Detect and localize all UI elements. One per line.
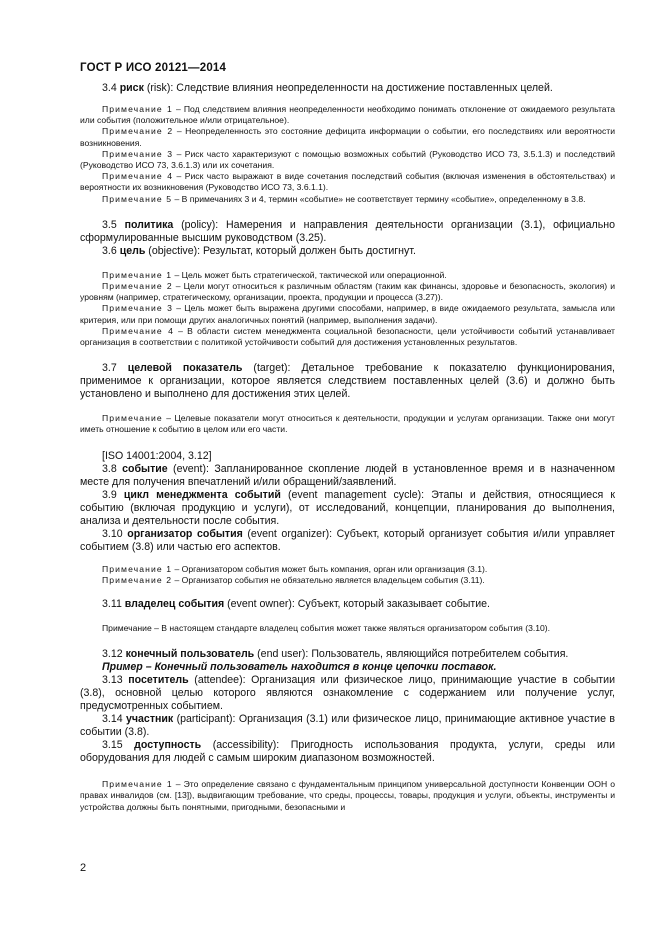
definition-3-5: 3.5 политика (policy): Намерения и направления деятельности организации (3.1), официально сформулированные высшим руководством (3.25). <box>80 218 615 244</box>
definition-3-7: 3.7 целевой показатель (target): Детальное требование к показателю функционирования, применимое к организации, которое является следствием поставленных целей (3.6) и должно быть установлено и выполнено для достижения этих целей. <box>80 362 616 401</box>
page-number: 2 <box>80 862 87 874</box>
note-3-4-2: Примечание 2 – Неопределенность это состояние дефицита информации о событии, его последствиях или вероятности возникновения. <box>80 126 615 148</box>
standard-header: ГОСТ Р ИСО 20121—2014 <box>80 62 227 74</box>
note-3-10-1: Примечание 1 – Организатором события может быть компания, орган или организация (3.1). <box>102 563 488 574</box>
definition-3-13: 3.13 посетитель (attendee): Организация или физическое лицо, принимающие участие в событии (3.8), основной целью которого являются ознакомление с содержанием или получение услуг, предусмотренных событием. <box>80 674 615 713</box>
note-3-6-4: Примечание 4 – В области систем менеджмента социальной безопасности, цели устойчивости событий устанавливает организация в соответствии с политикой устойчивости событий для достижения установленных результатов. <box>80 325 615 348</box>
definition-3-4: 3.4 риск (risk): Следствие влияния неопределенности на достижение поставленных целей. <box>102 82 553 94</box>
document-body <box>80 82 615 813</box>
note-3-10-2: Примечание 2 – Организатор события не обязательно является владельцем события (3.11). <box>102 574 485 585</box>
definition-3-12: 3.12 конечный пользователь (end user): Пользователь, являющийся потребителем события. <box>102 648 569 661</box>
definition-3-6: 3.6 цель (objective): Результат, который должен быть достигнут. <box>102 244 416 257</box>
definition-3-10: 3.10 организатор события (event organizer): Субъект, который организует события и/или управляет событием (3.8) или частью его аспектов. <box>80 527 615 553</box>
definition-3-14: 3.14 участник (participant): Организация (3.1) или физическое лицо, принимающие активное участие в событии (3.8). <box>80 713 615 739</box>
note-3-15-1: Примечание 1 – Это определение связано с фундаментальным принципом универсальной доступности Конвенции ООН о правах инвалидов (см. [13]), выдвигающим требование, что среды, процессы, товары, продукция и услуги, объекты, инструменты и устройства должны быть понятными, пригодными, безопасными и <box>80 779 615 812</box>
definition-3-15: 3.15 доступность (accessibility): Пригодность использования продукта, услуги, среды или оборудования для людей с самым широким диапазоном возможностей. <box>80 739 615 765</box>
definition-3-9: 3.9 цикл менеджмента событий (event management cycle): Этапы и действия, относящиеся к событию (включая продукцию и услуги), от исследований, концепции, планирования до выполнения, анализа и деятельности после события. <box>80 488 615 527</box>
note-3-4-4: Примечание 4 – Риск часто выражают в виде сочетания последствий события (включая изменения в обстоятельствах) и вероятности их возникновения (Руководство ИСО 73, 3.6.1.1). <box>80 171 615 193</box>
note-3-11: Примечание – В настоящем стандарте владелец события может также являться организатором события (3.10). <box>102 623 551 634</box>
note-3-4-5: Примечание 5 – В примечаниях 3 и 4, термин «событие» не соответствует термину «событие», определенному в 3.8. <box>102 193 586 204</box>
example-3-12: Пример – Конечный пользователь находится в конце цепочки поставок. <box>102 661 497 674</box>
reference-iso-14001: [ISO 14001:2004, 3.12] <box>102 449 212 462</box>
note-3-6-3: Примечание 3 – Цель может быть выражена другими способами, например, в виде ожидаемого результата, замысла или критерия, или при помощи других аналогичных понятий (например, выполнения задачи). <box>80 303 615 325</box>
note-3-6-2: Примечание 2 – Цели могут относиться к различным областям (таким как финансы, здоровье и безопасность, экология) и уровням (например, стратегическому, организации, проекта, продукции и процесса (3.27)). <box>80 281 616 303</box>
definition-3-11: 3.11 владелец события (event owner): Субъект, который заказывает событие. <box>102 598 490 611</box>
note-3-6-1: Примечание 1 – Цель может быть стратегической, тактической или операционной. <box>102 269 447 280</box>
note-3-7: Примечание – Целевые показатели могут относиться к деятельности, продукции и услугам организации. Также они могут иметь отношение к событию в целом или его части. <box>80 413 615 435</box>
note-3-4-3: Примечание 3 – Риск часто характеризуют с помощью возможных событий (Руководство ИСО 73, 3.5.1.3) и последствий (Руководство ИСО 73, 3.6.1.3) или их сочетания. <box>80 148 615 171</box>
note-3-4-1: Примечание 1 – Под следствием влияния неопределенности необходимо понимать отклонение от ожидаемого результата или события (положительное и/или отрицательное). <box>80 104 616 126</box>
definition-3-8: 3.8 событие (event): Запланированное скопление людей в установленное время и в назначенном месте для получения впечатлений и/или обращений/заявлений. <box>80 462 615 488</box>
